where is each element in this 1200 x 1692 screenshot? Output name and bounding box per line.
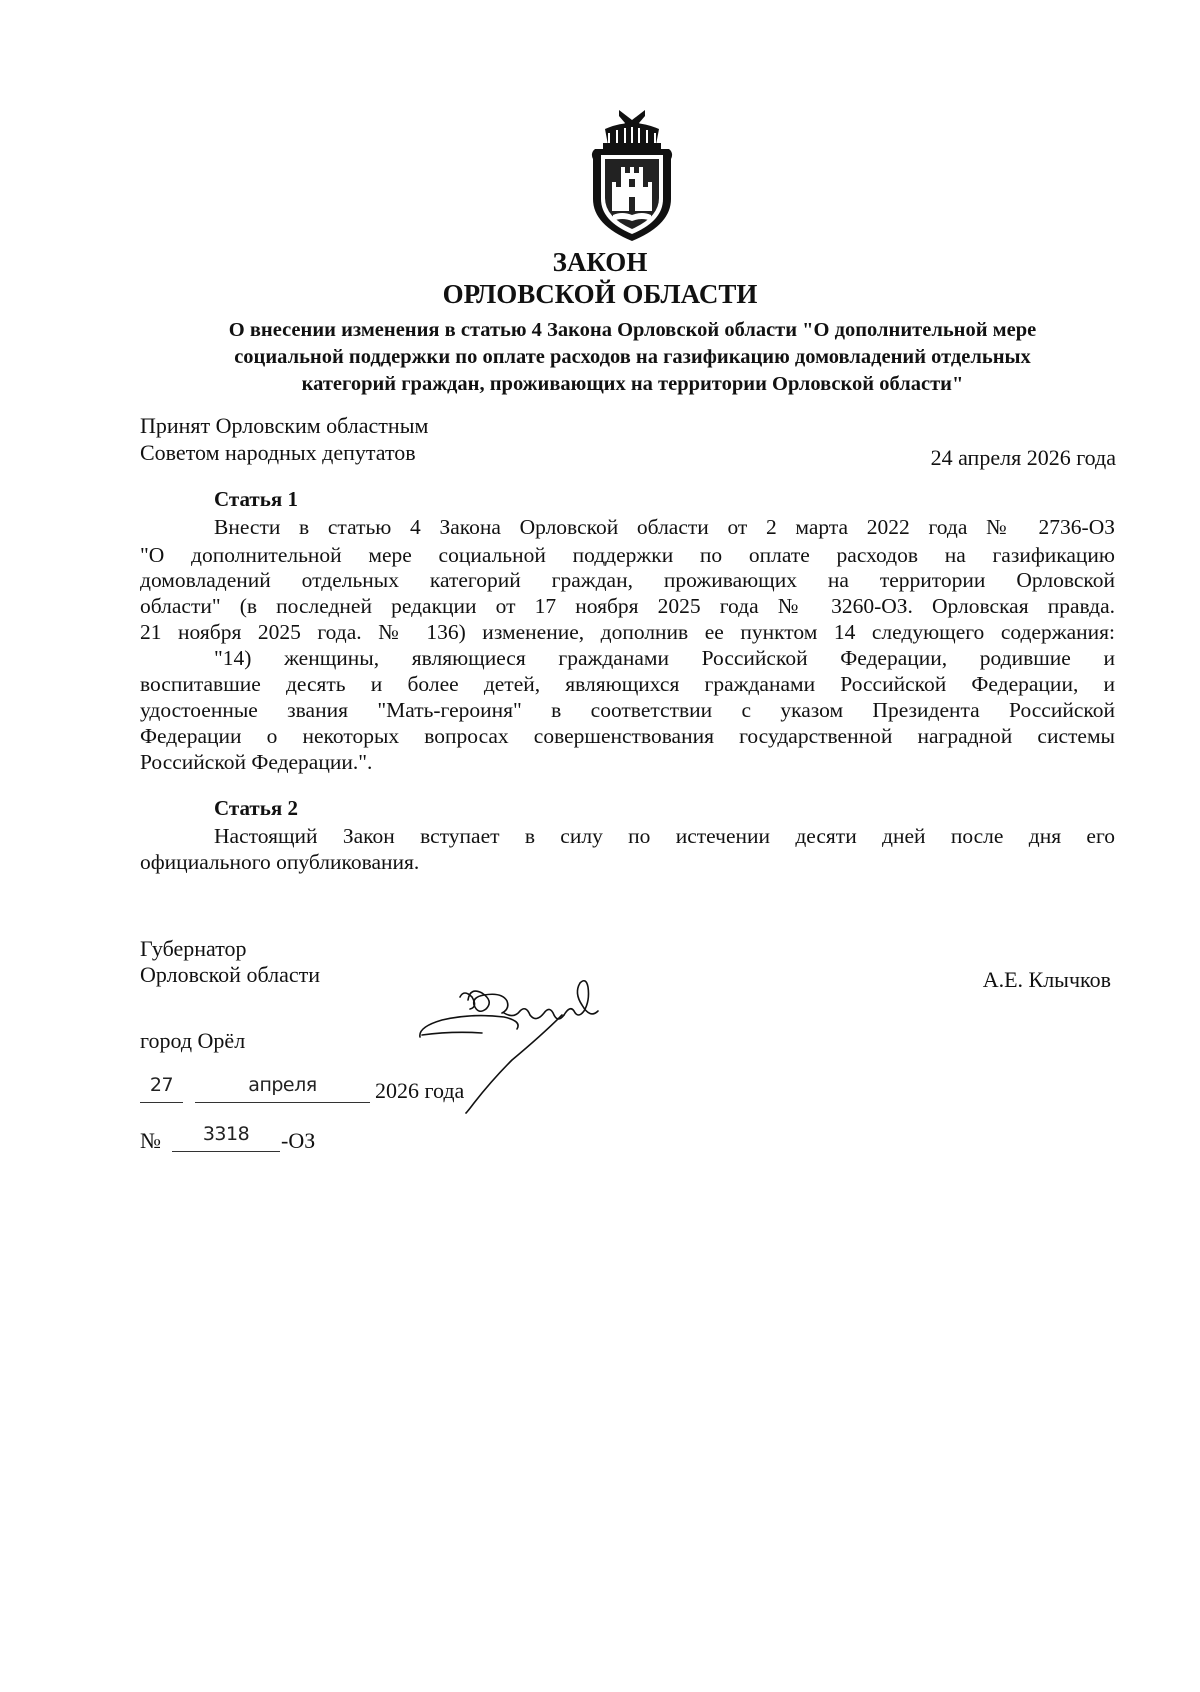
handwritten-signature [412, 975, 652, 1135]
signatory-name: А.Е. Клычков [982, 967, 1111, 992]
place-of-signing: город Орёл [140, 1028, 246, 1053]
law-number-prefix: № [140, 1128, 161, 1153]
article-1-line: Внести в статью 4 Закона Орловской области от 2 марта 2022 года № 2736-ОЗ [214, 515, 1115, 539]
law-number: 3318 [172, 1123, 280, 1152]
law-subtitle-line: социальной поддержки по оплате расходов на газификацию домовладений отдельных [234, 346, 1031, 368]
signing-day: 27 [140, 1074, 183, 1103]
article-1-line: домовладений отдельных категорий граждан, проживающих на территории Орловской [140, 568, 1115, 592]
law-number-suffix: -ОЗ [281, 1128, 316, 1153]
law-title: ЗАКОН [552, 247, 648, 277]
signing-year: 2026 года [375, 1078, 465, 1103]
adoption-date: 24 апреля 2026 года [930, 445, 1116, 470]
article-1-line: области" (в последней редакции от 17 ноября 2025 года № 3260-ОЗ. Орловская правда. [140, 594, 1115, 618]
signatory-title-line: Губернатор [140, 936, 247, 961]
signing-month: апреля [195, 1074, 370, 1103]
article-1-heading: Статья 1 [214, 487, 298, 511]
adoption-line: Принят Орловским областным [140, 413, 429, 438]
signatory-title-line: Орловской области [140, 962, 320, 987]
article-1-line: Федерации о некоторых вопросах совершенствования государственной наградной системы [140, 724, 1115, 748]
article-2-line: Настоящий Закон вступает в силу по истечении десяти дней после дня его [214, 824, 1115, 848]
orel-coat-of-arms-icon [579, 107, 685, 244]
article-1-line: Российской Федерации.". [140, 750, 373, 774]
article-2-line: официального опубликования. [140, 850, 420, 874]
article-2-heading: Статья 2 [214, 796, 298, 820]
article-1-line: 21 ноября 2025 года. № 136) изменение, дополнив ее пунктом 14 следующего содержания: [140, 620, 1115, 644]
article-1-line: удостоенные звания "Мать-героиня" в соответствии с указом Президента Российской [140, 698, 1115, 722]
region-title: ОРЛОВСКОЙ ОБЛАСТИ [442, 279, 758, 309]
article-1-line: "О дополнительной мере социальной поддержки по оплате расходов на газификацию [140, 543, 1115, 567]
article-1-line: "14) женщины, являющиеся гражданами Российской Федерации, родившие и [214, 646, 1115, 670]
law-subtitle-line: О внесении изменения в статью 4 Закона Орловской области "О дополнительной мере [228, 319, 1037, 341]
adoption-line: Советом народных депутатов [140, 440, 416, 465]
article-1-line: воспитавшие десять и более детей, являющихся гражданами Российской Федерации, и [140, 672, 1115, 696]
law-subtitle-line: категорий граждан, проживающих на территории Орловской области" [301, 373, 964, 395]
